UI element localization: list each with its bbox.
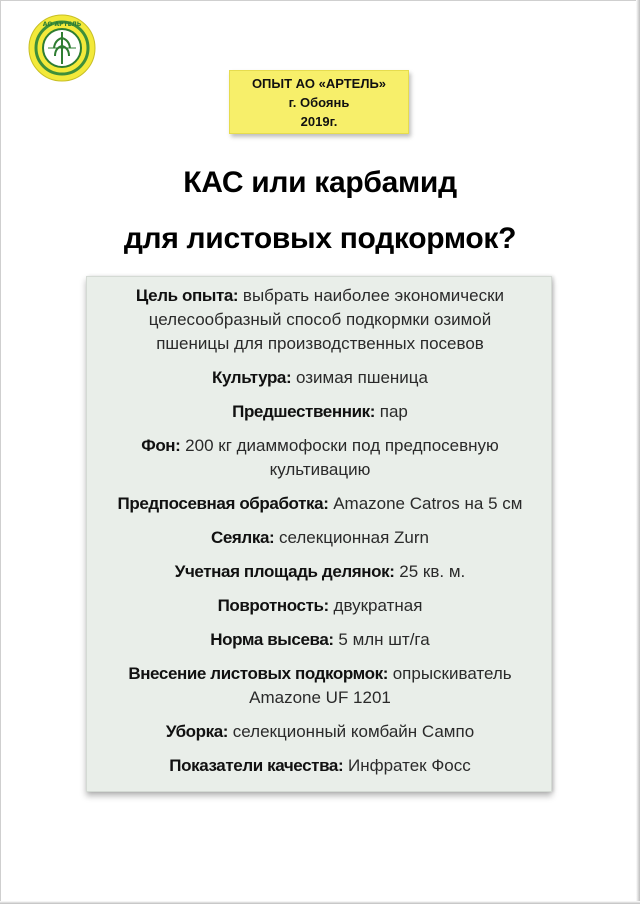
info-value: Инфратек Фосс <box>348 756 471 775</box>
info-label: Уборка: <box>165 722 229 741</box>
info-label: Сеялка: <box>210 528 275 547</box>
info-item-seeding-rate <box>60 628 580 652</box>
info-item-foliar-feeding <box>60 662 580 710</box>
logo-text: АО АРТЕЛЬ <box>42 21 82 28</box>
info-value-cont: Amazone UF 1201 <box>249 688 391 707</box>
page-title-line-2: для листовых подкормок? <box>123 222 517 255</box>
page-title-line-1: КАС или карбамид <box>183 166 457 199</box>
info-value: селекционная Zurn <box>279 528 430 547</box>
info-value: Amazone Catros на 5 см <box>333 494 523 513</box>
info-label: Норма высева: <box>210 630 334 649</box>
info-value: выбрать наиболее экономически <box>242 286 505 305</box>
info-value: 5 млн шт/га <box>338 630 430 649</box>
info-value: двукратная <box>333 596 423 615</box>
info-label: Учетная площадь делянок: <box>174 562 395 581</box>
info-item-background <box>60 434 580 482</box>
info-value: опрыскиватель <box>392 664 512 683</box>
page-edge-shadow <box>636 0 640 904</box>
sticker-line-3: 2019г. <box>300 114 338 129</box>
sticker-line-2: г. Обоянь <box>288 95 350 110</box>
info-label: Цель опыта: <box>135 286 239 305</box>
sticker-line-1: ОПЫТ АО «АРТЕЛЬ» <box>251 76 387 91</box>
info-value: 25 кв. м. <box>399 562 466 581</box>
info-item-seeder <box>60 526 580 550</box>
info-label: Внесение листовых подкормок: <box>128 664 388 683</box>
info-label: Предшественник: <box>232 402 375 421</box>
info-value: селекционный комбайн Сампо <box>232 722 475 741</box>
info-item-predecessor <box>60 400 580 424</box>
info-value-cont: культивацию <box>269 460 371 479</box>
info-value: озимая пшеница <box>295 368 428 387</box>
info-item-plot-area <box>60 560 580 584</box>
info-label: Культура: <box>212 368 292 387</box>
info-item-quality <box>60 754 580 778</box>
info-item-repetition <box>60 594 580 618</box>
artel-logo <box>28 14 96 82</box>
info-value: 200 кг диаммофоски под предпосевную <box>185 436 499 455</box>
info-label: Показатели качества: <box>169 756 344 775</box>
info-value: пар <box>379 402 408 421</box>
info-label: Предпосевная обработка: <box>117 494 329 513</box>
info-item-presowing <box>60 492 580 516</box>
experiment-sticker <box>229 70 409 134</box>
info-label: Повротность: <box>217 596 329 615</box>
info-list <box>60 284 580 788</box>
info-value-cont: пшеницы для производственных посевов <box>156 334 484 353</box>
info-value-cont: целесообразный способ подкормки озимой <box>148 310 492 329</box>
info-item-culture <box>60 366 580 390</box>
info-label: Фон: <box>141 436 181 455</box>
info-item-goal <box>60 284 580 356</box>
info-item-harvest <box>60 720 580 744</box>
